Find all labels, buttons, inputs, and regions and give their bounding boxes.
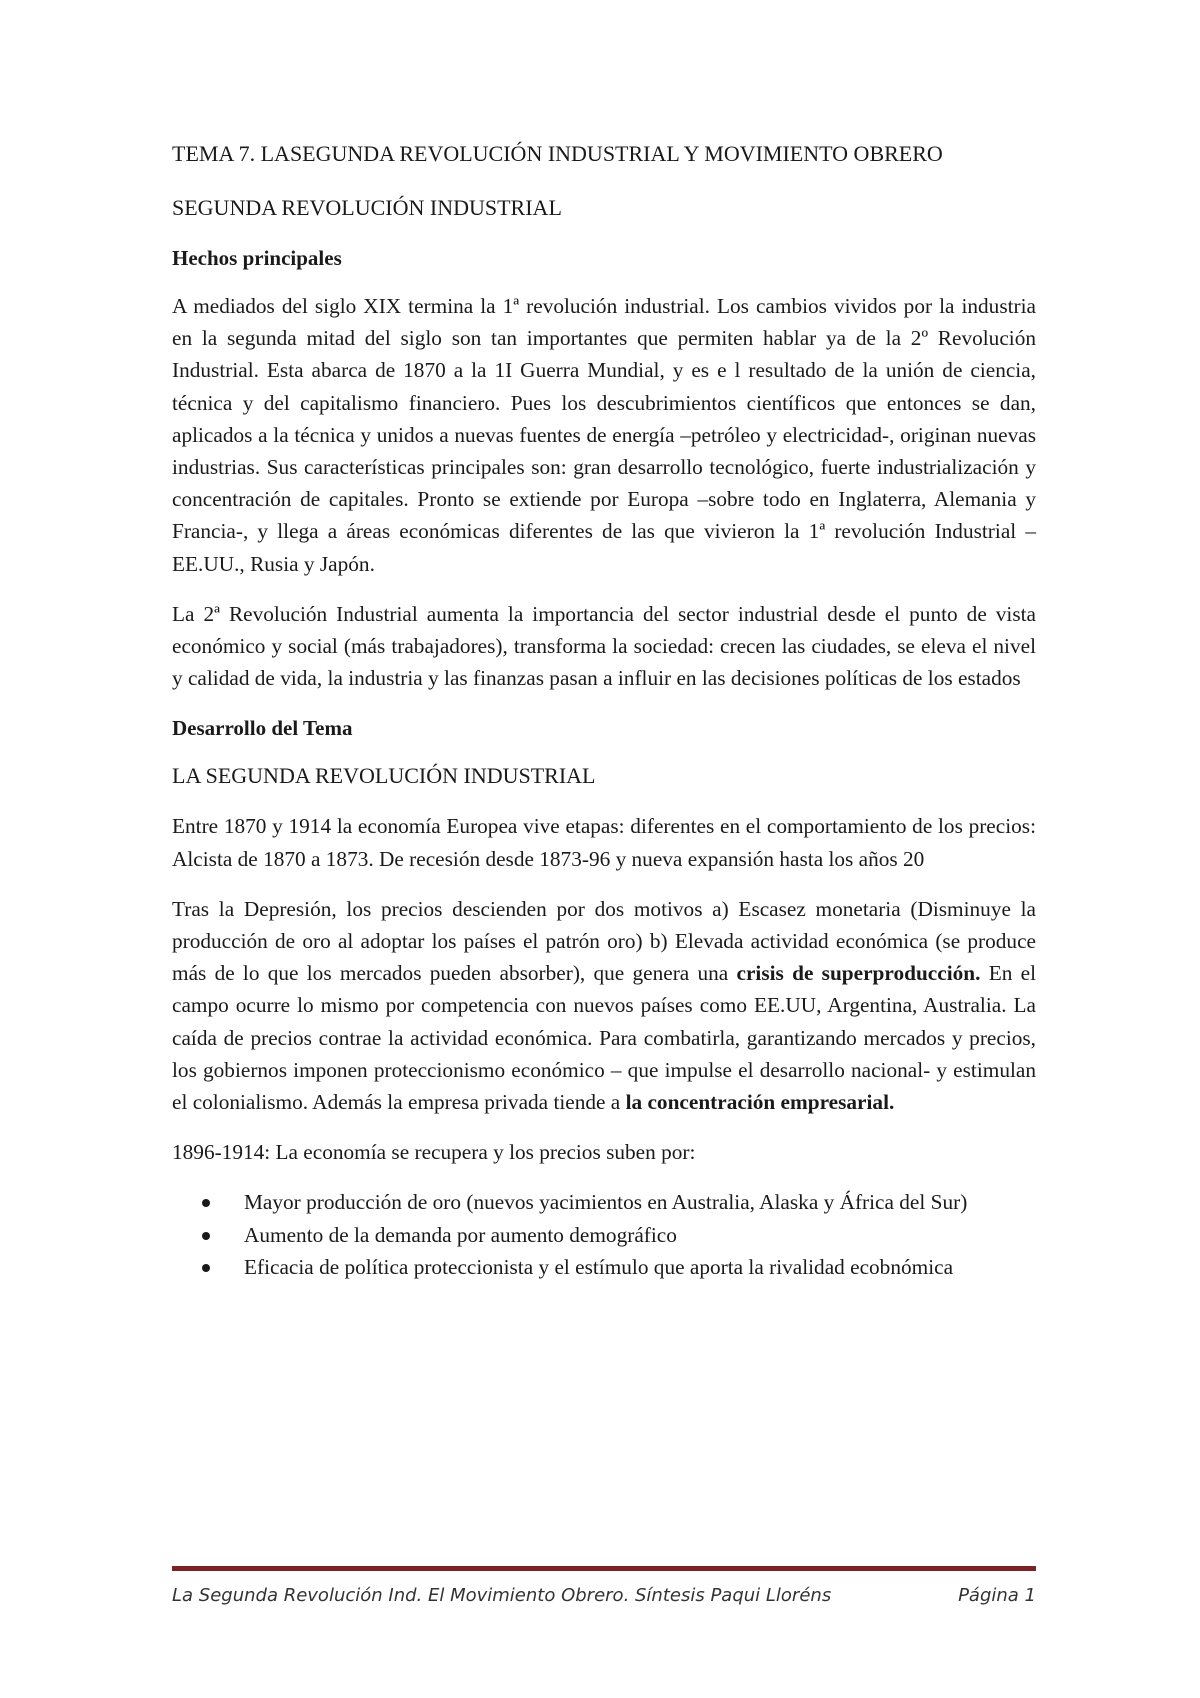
- subheading-desarrollo-tema: Desarrollo del Tema: [172, 716, 353, 741]
- list-item: [244, 1219, 1036, 1251]
- footer-text: La Segunda Revolución Ind. El Movimiento Obrero. Síntesis Paqui Lloréns: [172, 1585, 832, 1606]
- paragraph-impact: La 2ª Revolución Industrial aumenta la importancia del sector industrial desde el punto de vista económico y social (más trabajadores), transforma la sociedad: crecen las ciudades, se eleva el nivel y calidad de vida, la industria y las finanzas pasan a influir en las decisiones políticas de los estados: [172, 601, 1036, 691]
- list-item: [244, 1251, 1036, 1283]
- document-body: [172, 138, 1036, 1283]
- paragraph-price-stages: Entre 1870 y 1914 la economía Europea vive etapas: diferentes en el comportamiento de los precios: Alcista de 1870 a 1873. De recesión desde 1873-96 y nueva expansión hasta los años 20: [172, 814, 1036, 871]
- bullet-dot-icon: [202, 1199, 210, 1207]
- section-heading-segunda-revolucion: SEGUNDA REVOLUCIÓN INDUSTRIAL: [172, 195, 562, 220]
- list-item: [244, 1186, 1036, 1218]
- paragraph-intro: A mediados del siglo XIX termina la 1ª revolución industrial. Los cambios vividos por la industria en la segunda mitad del siglo son tan importantes que permiten hablar ya de la 2º Revolución Industrial. Esta abarca de 1870 a la 1I Guerra Mundial, y es e l resultado de la unión de ciencia, técnica y del capitalismo financiero. Pues los descubrimientos científicos que entonces se dan, aplicados a la técnica y unidos a nuevas fuentes de energía –petróleo y electricidad-, originan nuevas industrias. Sus características principales son: gran desarrollo tecnológico, fuerte industrialización y concentración de capitales. Pronto se extiende por Europa –sobre todo en Inglaterra, Alemania y Francia-, y llega a áreas económicas diferentes de las que vivieron la 1ª revolución Industrial – EE.UU., Rusia y Japón.: [172, 294, 1036, 576]
- footer-divider: [172, 1566, 1036, 1571]
- document-title: TEMA 7. LASEGUNDA REVOLUCIÓN INDUSTRIAL Y MOVIMIENTO OBRERO: [172, 141, 943, 166]
- bold-crisis-superproduccion: crisis de superproducción.: [736, 961, 981, 986]
- bold-concentracion-empresarial: la concentración empresarial.: [625, 1090, 895, 1115]
- bullet-dot-icon: [202, 1232, 210, 1240]
- list-item-text: Aumento de la demanda por aumento demográfico: [244, 1222, 677, 1247]
- bullet-list: [172, 1186, 1036, 1283]
- page-footer: [172, 1584, 1036, 1608]
- paragraph-depression-text-1: Tras la Depresión, los precios descienden por dos motivos a) Escasez monetaria (Disminuye la producción de oro al adoptar los países el patrón oro) b) Elevada actividad económica (se produce más de lo que los mercados pueden absorber), que genera una: [172, 896, 1036, 986]
- list-item-text: Eficacia de política proteccionista y el estímulo que aporta la rivalidad ecobnómica: [244, 1254, 954, 1279]
- bullet-dot-icon: [202, 1264, 210, 1272]
- subheading-hechos-principales: Hechos principales: [172, 246, 342, 270]
- paragraph-depression-text-2: En el campo ocurre lo mismo por competencia con nuevos países como EE.UU, Argentina, Australia. La caída de precios contrae la actividad económica. Para combatirla, garantizando mercados y precios, los gobiernos imponen proteccionismo económico – que impulse el desarrollo nacional- y estimulan el colonialismo. Además la empresa privada tiende a: [172, 961, 1036, 1115]
- list-item-text: Mayor producción de oro (nuevos yacimientos en Australia, Alaska y África del Sur): [244, 1190, 968, 1215]
- section-heading-la-segunda-revolucion: LA SEGUNDA REVOLUCIÓN INDUSTRIAL: [172, 763, 596, 789]
- paragraph-recovery: 1896-1914: La economía se recupera y los precios suben por:: [172, 1140, 696, 1165]
- page-number: Página 1: [958, 1585, 1036, 1606]
- paragraph-depression: [172, 893, 1036, 1118]
